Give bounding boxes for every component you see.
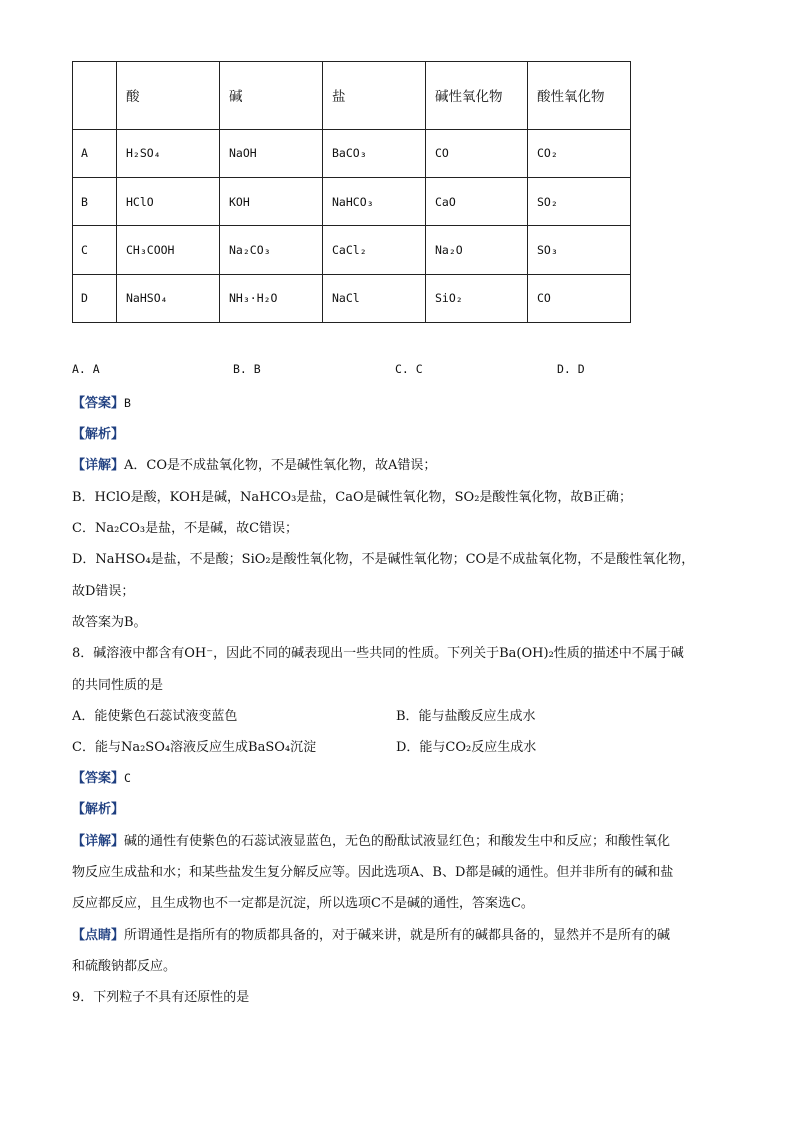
detail-text: A．CO是不成盐氧化物，不是碱性氧化物，故A错误； <box>124 458 437 473</box>
table-cell: BaCO₃ <box>323 129 426 177</box>
q9-stem: 9．下列粒子不具有还原性的是 <box>72 990 250 1005</box>
table-cell: H₂SO₄ <box>117 129 220 177</box>
q7-option-a: A. A <box>72 362 100 376</box>
table-cell: HClO <box>117 177 220 225</box>
table-cell: CO₂ <box>528 129 631 177</box>
q8-detail-line-1 <box>72 830 670 849</box>
q7-detail-line-2: B．HClO是酸，KOH是碱，NaHCO₃是盐，CaO是碱性氧化物，SO₂是酸性氧化物，故B正确； <box>72 490 632 505</box>
q8-answer-line <box>72 767 131 786</box>
detail-tag: 【详解】 <box>72 458 125 473</box>
table-row <box>73 177 631 225</box>
q8-option-a: A．能使紫色石蕊试液变蓝色 <box>72 709 238 724</box>
row-label: B <box>73 177 117 225</box>
table-cell: NH₃·H₂O <box>220 274 323 322</box>
detail-text: 碱的通性有使紫色的石蕊试液显蓝色，无色的酚酞试液显红色；和酸发生中和反应；和酸性氧化 <box>124 834 671 849</box>
q7-detail-line-4: D．NaHSO₄是盐，不是酸；SiO₂是酸性氧化物，不是碱性氧化物；CO是不成盐氧化物，不是酸性氧化物， <box>72 552 695 567</box>
q7-conclusion: 故答案为B。 <box>72 615 147 630</box>
table-header-cell: 酸 <box>117 62 220 130</box>
table-cell: NaOH <box>220 129 323 177</box>
table-cell: NaHSO₄ <box>117 274 220 322</box>
q8-option-c: C．能与Na₂SO₄溶液反应生成BaSO₄沉淀 <box>72 740 317 755</box>
table-row <box>73 226 631 274</box>
q7-detail-line-5: 故D错误； <box>72 584 135 599</box>
table-cell: NaHCO₃ <box>323 177 426 225</box>
analysis-tag: 【解析】 <box>72 802 125 817</box>
detail-tag: 【详解】 <box>72 834 125 849</box>
row-label: A <box>73 129 117 177</box>
table-cell: SO₂ <box>528 177 631 225</box>
table-header-cell <box>73 62 117 130</box>
table-cell: Na₂O <box>426 226 528 274</box>
q7-option-c: C. C <box>395 362 423 376</box>
table-cell: KOH <box>220 177 323 225</box>
q8-detail-line-3: 反应都反应，且生成物也不一定都是沉淀，所以选项C不是碱的通性，答案选C。 <box>72 896 534 911</box>
q7-option-b: B. B <box>233 362 261 376</box>
q8-comment-line-1 <box>72 924 670 943</box>
table-cell: SO₃ <box>528 226 631 274</box>
q7-option-d: D. D <box>557 362 585 376</box>
q7-detail-line-1 <box>72 454 436 473</box>
answer-tag: 【答案】 <box>72 771 125 786</box>
q8-option-b: B．能与盐酸反应生成水 <box>396 709 536 724</box>
q8-comment-line-2: 和硫酸钠都反应。 <box>72 959 177 974</box>
table-row <box>73 129 631 177</box>
answer-value: B <box>124 396 131 410</box>
analysis-tag: 【解析】 <box>72 427 125 442</box>
table-cell: NaCl <box>323 274 426 322</box>
comment-text: 所谓通性是指所有的物质都具备的，对于碱来讲，就是所有的碱都具备的，显然并不是所有的碱 <box>124 928 671 943</box>
table-header-cell: 酸性氧化物 <box>528 62 631 130</box>
table-cell: CH₃COOH <box>117 226 220 274</box>
table-cell: SiO₂ <box>426 274 528 322</box>
q8-detail-line-2: 物反应生成盐和水；和某些盐发生复分解反应等。因此选项A、B、D都是碱的通性。但并非所有的碱和盐 <box>72 865 674 880</box>
table-cell: Na₂CO₃ <box>220 226 323 274</box>
q8-option-d: D．能与CO₂反应生成水 <box>396 740 537 755</box>
answer-tag: 【答案】 <box>72 396 125 411</box>
table-header-cell: 碱 <box>220 62 323 130</box>
comment-tag: 【点睛】 <box>72 928 125 943</box>
q7-detail-line-3: C．Na₂CO₃是盐，不是碱，故C错误； <box>72 521 299 536</box>
table-header-cell: 盐 <box>323 62 426 130</box>
q8-analysis-line <box>72 798 124 817</box>
q7-analysis-line <box>72 423 124 442</box>
table-row <box>73 274 631 322</box>
table-cell: CO <box>426 129 528 177</box>
answer-value: C <box>124 771 131 785</box>
classification-table <box>72 61 631 323</box>
q8-stem-line-2: 的共同性质的是 <box>72 678 164 693</box>
row-label: D <box>73 274 117 322</box>
q8-stem-line-1: 8．碱溶液中都含有OH⁻，因此不同的碱表现出一些共同的性质。下列关于Ba(OH)₂性质的描述中不属于碱 <box>72 646 684 661</box>
table-header-row <box>73 62 631 130</box>
table-cell: CaCl₂ <box>323 226 426 274</box>
table-cell: CO <box>528 274 631 322</box>
table-header-cell: 碱性氧化物 <box>426 62 528 130</box>
table-cell: CaO <box>426 177 528 225</box>
row-label: C <box>73 226 117 274</box>
q7-answer-line <box>72 392 131 411</box>
